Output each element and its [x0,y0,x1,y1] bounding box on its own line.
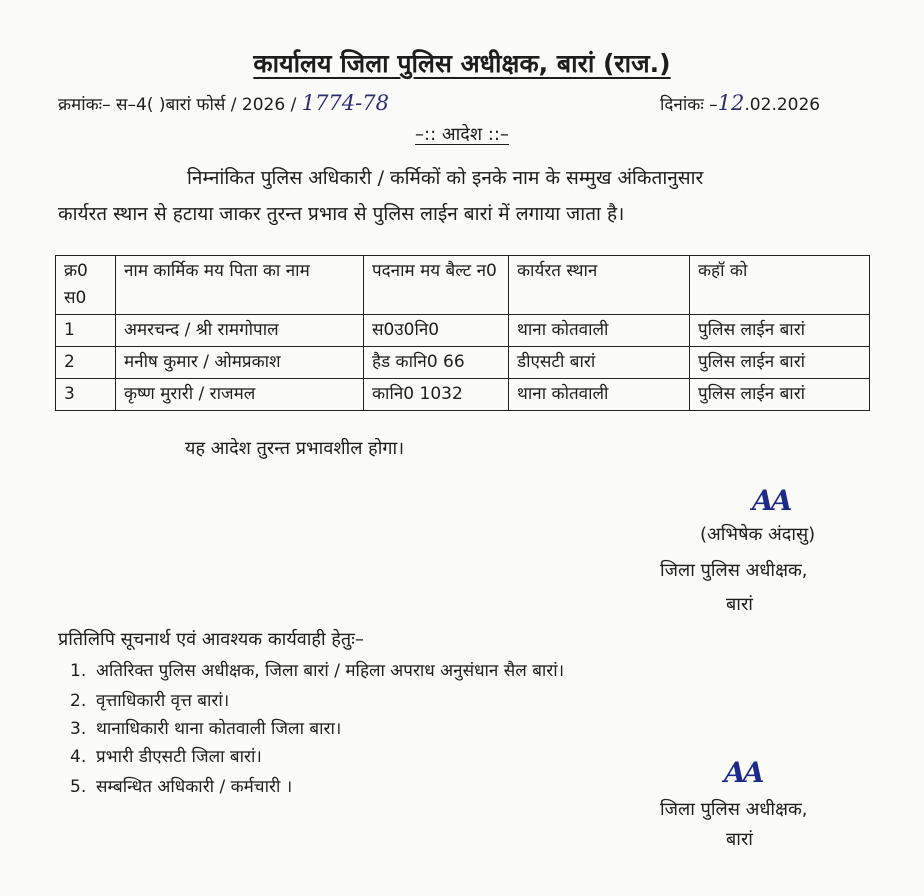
office-title: कार्यालय जिला पुलिस अधीक्षक, बारां (राज.) [253,49,671,78]
list-item: 4. प्रभारी डीएसटी जिला बारां। [70,747,262,767]
signatory-designation: जिला पुलिस अधीक्षक, [660,799,808,820]
table-row [56,347,870,379]
cell-serial: 2 [56,347,116,379]
transfer-table [55,255,870,411]
cell-designation: हैड कानि0 66 [364,347,509,379]
copy-heading: प्रतिलिपि सूचनार्थ एवं आवश्यक कार्यवाही हेतुः– [58,629,364,650]
cell-serial: 1 [56,315,116,347]
paragraph-line-1: निम्नांकित पुलिस अधिकारी / कर्मिकों को इनके नाम के सम्मुख अंकितानुसार [187,167,704,189]
header-serial: क्र0 स0 [56,256,116,315]
cell-name: मनीष कुमार / ओमप्रकाश [116,347,364,379]
header-designation: पदनाम मय बैल्ट न0 [364,256,509,315]
officer-designation: जिला पुलिस अधीक्षक, [660,560,808,581]
table-row [56,379,870,411]
signature-mark-2: AA [724,756,762,789]
cell-destination: पुलिस लाईन बारां [690,315,870,347]
list-item: 1. अतिरिक्त पुलिस अधीक्षक, जिला बारां / महिला अपराध अनुसंधान सैल बारां। [70,661,565,681]
order-heading: –:: आदेश ::– [415,124,509,145]
cell-destination: पुलिस लाईन बारां [690,379,870,411]
cell-current-place: थाना कोतवाली [509,379,690,411]
date-day-handwritten: 12 [717,91,745,115]
signature-mark-1: AA [752,484,790,517]
list-item: 2. वृत्ताधिकारी वृत्त बारां। [70,691,230,711]
reference-number [58,91,389,115]
date-rest: .02.2026 [744,95,821,115]
list-item: 3. थानाधिकारी थाना कोतवाली जिला बारा। [70,719,342,739]
signatory-place: बारां [726,829,753,850]
header-destination: कहॉ को [690,256,870,315]
cell-current-place: थाना कोतवाली [509,315,690,347]
table-header-row [56,256,870,315]
date-label: दिनांकः – [660,95,718,115]
reference-label: क्रमांकः– स–4( )बारां फोर्स / 2026 / [58,95,297,115]
cell-serial: 3 [56,379,116,411]
list-item: 5. सम्बन्धित अधिकारी / कर्मचारी । [70,777,293,797]
cell-name: अमरचन्द / श्री रामगोपाल [116,315,364,347]
effect-line: यह आदेश तुरन्त प्रभावशील होगा। [185,438,405,459]
cell-current-place: डीएसटी बारां [509,347,690,379]
cell-name: कृष्ण मुरारी / राजमल [116,379,364,411]
table-row [56,315,870,347]
cell-destination: पुलिस लाईन बारां [690,347,870,379]
header-current-place: कार्यरत स्थान [509,256,690,315]
cell-designation: स0उ0नि0 [364,315,509,347]
order-date [660,91,820,115]
reference-handwritten: 1774-78 [301,91,389,115]
officer-place: बारां [726,594,753,615]
paragraph-line-2: कार्यरत स्थान से हटाया जाकर तुरन्त प्रभाव से पुलिस लाईन बारां में लगाया जाता है। [58,203,625,225]
officer-name: (अभिषेक अंदासु) [700,524,816,545]
cell-designation: कानि0 1032 [364,379,509,411]
header-name: नाम कार्मिक मय पिता का नाम [116,256,364,315]
